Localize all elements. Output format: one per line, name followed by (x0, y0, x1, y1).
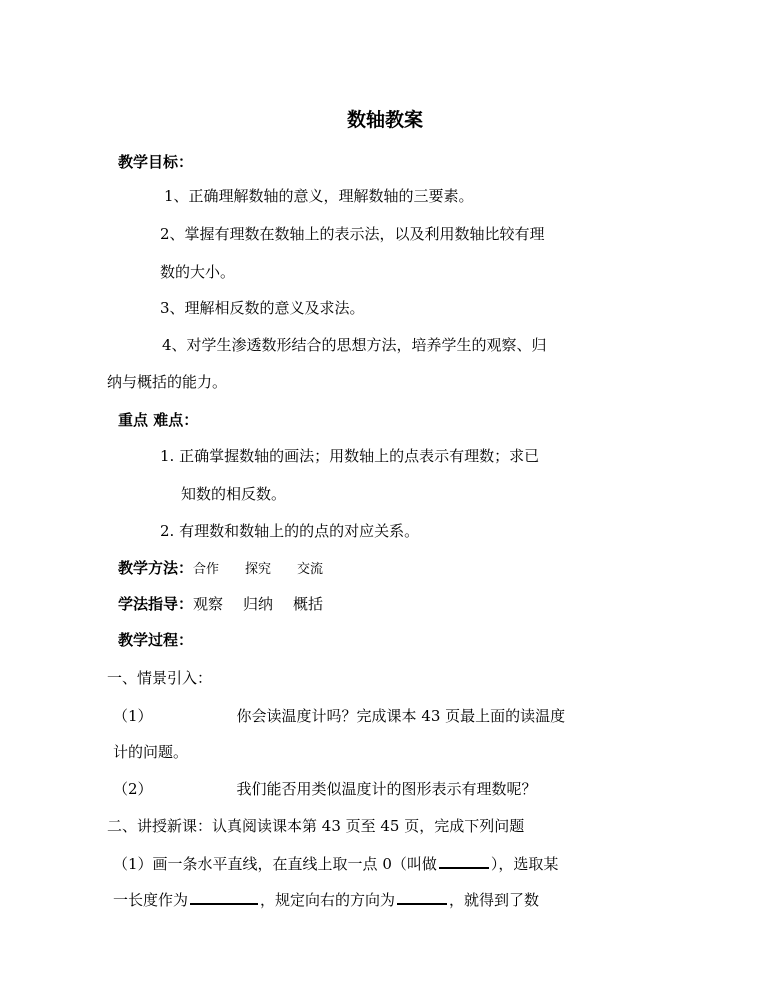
section1-heading: 一、情景引入： (107, 669, 213, 687)
method-value: 探究 (245, 562, 272, 577)
key-point-item: 知数的相反数。 (181, 485, 287, 503)
process-heading: 教学过程： (118, 631, 194, 649)
method-value: 交流 (297, 562, 324, 577)
exercise-line-1 (113, 853, 558, 874)
exercise-text: （1）画一条水平直线，在直线上取一点 0（叫做 (113, 855, 437, 873)
method-line (118, 558, 323, 580)
objective-item: 数的大小。 (160, 263, 236, 281)
exercise-text: ），选取某 (490, 855, 559, 873)
fill-blank[interactable] (397, 889, 447, 905)
objective-item: 3、理解相反数的意义及求法。 (160, 299, 365, 317)
key-points-heading: 重点 难点： (118, 411, 199, 429)
study-guide-heading: 学法指导： (118, 595, 194, 613)
study-guide-line (118, 594, 323, 614)
objective-item: 4、对学生渗透数形结合的思想方法，培养学生的观察、归 (162, 336, 547, 354)
objective-item: 1、正确理解数轴的意义，理解数轴的三要素。 (164, 187, 474, 205)
method-heading: 教学方法： (118, 559, 194, 577)
exercise-text: ，规定向右的方向为 (260, 891, 396, 909)
method-value: 合作 (193, 562, 220, 577)
study-guide-value: 归纳 (243, 595, 274, 613)
objectives-heading: 教学目标： (118, 153, 194, 171)
fill-blank[interactable] (439, 853, 489, 869)
objective-item: 纳与概括的能力。 (107, 373, 228, 391)
section2-heading: 二、讲授新课：认真阅读课本第 43 页至 45 页，完成下列问题 (107, 817, 525, 835)
key-point-item: 2. 有理数和数轴上的的点的对应关系。 (160, 522, 420, 540)
exercise-text: 一长度作为 (113, 891, 189, 909)
key-point-item: 1. 正确掌握数轴的画法；用数轴上的点表示有理数；求已 (160, 447, 540, 465)
document-title: 数轴教案 (346, 109, 423, 131)
fill-blank[interactable] (190, 889, 258, 905)
study-guide-value: 概括 (293, 595, 324, 613)
question-number: （1） (113, 707, 153, 725)
objective-item: 2、掌握有理数在数轴上的表示法，以及利用数轴比较有理 (160, 225, 545, 243)
question-1-continued: 计的问题。 (113, 743, 189, 761)
question-text: 你会读温度计吗？完成课本 43 页最上面的读温度 (236, 707, 566, 725)
study-guide-value: 观察 (193, 595, 224, 613)
exercise-text: ，就得到了数 (449, 891, 540, 909)
exercise-line-2 (113, 889, 539, 910)
question-number: （2） (113, 780, 153, 798)
question-text: 我们能否用类似温度计的图形表示有理数呢？ (236, 780, 537, 798)
question-2 (113, 779, 537, 799)
question-1 (113, 706, 565, 726)
